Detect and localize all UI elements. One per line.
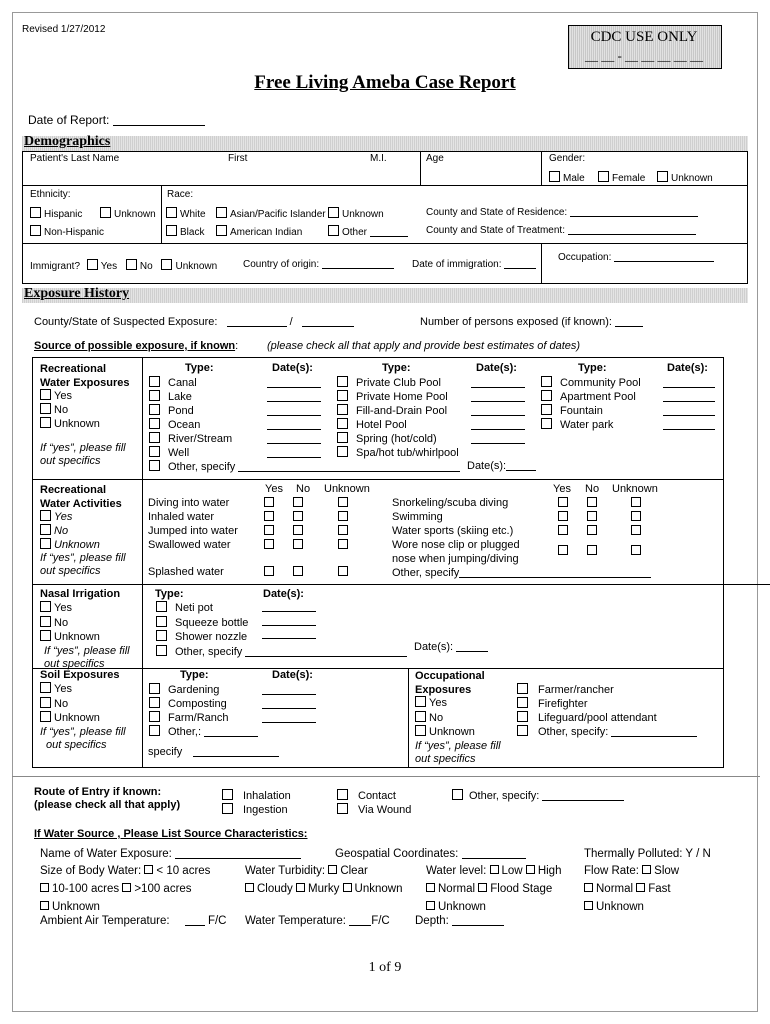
race-unknown[interactable]: Unknown — [328, 207, 384, 220]
noseclip-unknown[interactable] — [631, 545, 641, 558]
lake-option[interactable]: Lake — [149, 390, 460, 404]
margin-line — [12, 776, 760, 777]
act-right-no-col[interactable] — [587, 497, 597, 539]
water-level-row[interactable]: Water level: Low High — [426, 865, 562, 877]
first-name-label: First — [228, 153, 248, 164]
route-col1 — [222, 789, 291, 817]
margin-line — [724, 584, 770, 585]
occ-no[interactable]: No — [415, 711, 501, 726]
race-black[interactable]: Black — [166, 225, 204, 238]
ethnicity-non-hispanic[interactable]: Non-Hispanic — [30, 225, 104, 238]
flow-slow[interactable]: Flow Rate: Slow — [584, 865, 680, 877]
private-home-pool-option[interactable]: Private Home Pool — [337, 390, 459, 404]
dates-col2[interactable] — [471, 376, 525, 446]
thermally-polluted[interactable]: Thermally Polluted: Y / N — [584, 848, 711, 860]
date-of-immigration[interactable]: Date of immigration: — [412, 259, 536, 270]
last-name-label: Patient's Last Name — [30, 153, 120, 164]
spa-option[interactable]: Spa/hot tub/whirlpool — [337, 446, 459, 460]
level-unknown[interactable]: Unknown — [426, 901, 486, 913]
soil-types — [149, 683, 258, 739]
route-col2 — [337, 789, 411, 817]
soil-yn: Yes No Unknown If “yes”, please fill out specifics — [40, 683, 126, 751]
date-of-report-label: Date of Report: — [28, 113, 205, 127]
grid-divider — [142, 357, 143, 768]
exposure-bar — [22, 288, 748, 303]
soil-type-header: Type: — [180, 669, 209, 681]
neti-pot-option[interactable]: Neti pot — [156, 601, 407, 616]
nasal-title: Nasal Irrigation — [40, 588, 121, 600]
occupational-types — [517, 683, 697, 739]
page-number: 1 of 9 — [368, 960, 402, 975]
rec-water-col2 — [337, 376, 459, 460]
demographics-bar — [22, 136, 748, 151]
turbidity-options[interactable]: Cloudy Murky Unknown — [245, 883, 402, 895]
grid-divider — [408, 668, 409, 768]
size-options[interactable]: 10-100 acres >100 acres — [40, 883, 192, 895]
nasal-other-option[interactable]: Other, specify — [156, 645, 407, 660]
depth-field[interactable]: Depth: — [415, 915, 504, 927]
occupational-title: Occupational Exposures — [415, 670, 485, 696]
nasal-no[interactable]: No — [40, 616, 130, 631]
rec-water-if-yes: If “yes”, please fill out specifics — [40, 442, 126, 467]
contact-option[interactable]: Contact — [337, 789, 411, 803]
county-treatment[interactable]: County and State of Treatment: — [426, 225, 696, 236]
race-asian[interactable]: Asian/Pacific Islander — [216, 207, 326, 220]
act-yes-header: Yes — [265, 483, 283, 495]
soil-dates[interactable] — [262, 683, 316, 725]
act-left-unknown-col[interactable] — [338, 497, 348, 553]
grid-divider — [32, 584, 724, 585]
soil-other-option[interactable]: Other,: — [149, 725, 258, 739]
turbidity-clear[interactable]: Water Turbidity: Clear — [245, 865, 368, 877]
nasal-dates[interactable] — [262, 601, 316, 642]
demo-divider — [541, 151, 542, 185]
route-other-option[interactable]: Other, specify: — [452, 789, 624, 802]
noseclip-yes[interactable] — [558, 545, 568, 558]
air-temp-field[interactable]: Ambient Air Temperature: F/C — [40, 915, 227, 927]
mi-label: M.I. — [370, 153, 387, 164]
nasal-unknown[interactable]: Unknown — [40, 630, 130, 645]
rec-water-no[interactable]: No — [40, 403, 100, 417]
rec-activities-yes[interactable]: Yes — [40, 510, 126, 524]
shower-nozzle-option[interactable]: Shower nozzle — [156, 630, 407, 645]
rec-water-title: Recreational Water Exposures — [40, 363, 130, 389]
ethnicity-unknown[interactable]: Unknown — [100, 207, 156, 220]
apartment-pool-option[interactable]: Apartment Pool — [541, 390, 641, 404]
grid-divider — [32, 479, 724, 480]
number-persons-exposed[interactable]: Number of persons exposed (if known): — [420, 316, 643, 328]
occupational-yn: Yes No Unknown If “yes”, please fill out specifics — [415, 697, 501, 765]
ocean-option[interactable]: Ocean — [149, 418, 460, 432]
rec-activities-no[interactable]: No — [40, 524, 126, 538]
race-white[interactable]: White — [166, 207, 206, 220]
rec-activities-title: Recreational Water Activities — [40, 484, 122, 510]
occupation[interactable]: Occupation: — [558, 252, 714, 263]
water-temp-field[interactable]: Water Temperature: F/C — [245, 915, 390, 927]
race-label: Race: — [167, 189, 194, 200]
demo-divider — [22, 185, 748, 186]
exposure-title: Exposure History — [24, 286, 130, 301]
county-residence[interactable]: County and State of Residence: — [426, 207, 698, 218]
act-no-header: No — [296, 483, 311, 495]
squeeze-bottle-option[interactable]: Squeeze bottle — [156, 616, 407, 631]
type-header-2: Type: — [382, 362, 411, 374]
water-source-title: If Water Source , Please List Source Characteristics: — [34, 828, 308, 840]
soil-dates-header: Date(s): — [272, 669, 313, 681]
well-option[interactable]: Well — [149, 446, 460, 460]
race-american-indian[interactable]: American Indian — [216, 225, 302, 238]
gender-unknown[interactable]: Unknown — [657, 171, 713, 184]
form-title: Free Living Ameba Case Report — [254, 72, 516, 93]
splashed-unknown[interactable] — [338, 566, 348, 579]
occ-yes[interactable]: Yes — [415, 696, 501, 711]
rec-water-col3 — [541, 376, 641, 432]
rec-water-yn — [40, 389, 100, 431]
soil-specify[interactable]: specify — [148, 746, 279, 758]
firefighter-option[interactable]: Firefighter — [517, 697, 697, 711]
water-name-field[interactable]: Name of Water Exposure: — [40, 848, 301, 860]
nasal-type-header: Type: — [155, 588, 184, 600]
flow-unknown[interactable]: Unknown — [584, 901, 644, 913]
route-title: Route of Entry if known: (please check all that apply) — [34, 786, 181, 811]
community-pool-option[interactable]: Community Pool — [541, 376, 641, 390]
river-option[interactable]: River/Stream — [149, 432, 460, 446]
suspected-exposure[interactable]: County/State of Suspected Exposure: / — [34, 316, 354, 328]
dates-col1[interactable] — [267, 376, 321, 460]
dates-header-3: Date(s): — [667, 362, 708, 374]
source-note: (please check all that apply and provide best estimates of dates) — [267, 340, 581, 352]
geospatial-field[interactable]: Geospatial Coordinates: — [335, 848, 526, 860]
act-left-no-col[interactable] — [293, 497, 303, 553]
act-right-yes-col[interactable] — [558, 497, 568, 539]
farm-ranch-option[interactable]: Farm/Ranch — [149, 711, 258, 725]
immigrant-no-checkbox[interactable] — [126, 259, 137, 270]
fill-drain-pool-option[interactable]: Fill-and-Drain Pool — [337, 404, 459, 418]
soil-yes[interactable]: Yes — [40, 682, 126, 697]
age-label: Age — [426, 153, 444, 164]
immigrant-row: Immigrant? Yes No Unknown — [30, 261, 218, 272]
occ-unknown[interactable]: Unknown — [415, 725, 501, 740]
dates-col3[interactable] — [663, 376, 715, 432]
farmer-option[interactable]: Farmer/rancher — [517, 683, 697, 697]
dates-header-2: Date(s): — [476, 362, 517, 374]
demo-divider — [420, 151, 421, 185]
spring-option[interactable]: Spring (hot/cold) — [337, 432, 459, 446]
activities-right: Snorkeling/scuba diving Swimming Water sports (skiing etc.) Wore nose clip or plugged nose when jumping/diving Other, specify — [392, 496, 651, 580]
ingestion-option[interactable]: Ingestion — [222, 803, 291, 817]
fountain-option[interactable]: Fountain — [541, 404, 641, 418]
soil-unknown[interactable]: Unknown — [40, 711, 126, 726]
rec-water-unknown[interactable]: Unknown — [40, 417, 100, 431]
splashed-water-label: Splashed water — [148, 566, 224, 578]
nasal-dates-header: Date(s): — [263, 588, 304, 600]
splashed-yes[interactable] — [264, 566, 274, 579]
rec-activities-unknown[interactable]: Unknown — [40, 538, 126, 552]
act-left-yes-col[interactable] — [264, 497, 274, 553]
race-other[interactable]: Other — [328, 225, 408, 238]
grid-divider — [32, 668, 724, 669]
rec-activities-yn: Yes No Unknown If “yes”, please fill out specifics — [40, 511, 126, 577]
act-right-unknown-col[interactable] — [631, 497, 641, 539]
gender-male[interactable]: Male — [549, 171, 585, 184]
act-unknown-header: Unknown — [324, 483, 370, 495]
occ-other-option[interactable]: Other, specify: — [517, 725, 697, 739]
gardening-option[interactable]: Gardening — [149, 683, 258, 697]
gender-label: Gender: — [549, 153, 586, 164]
rec-water-yes[interactable]: Yes — [40, 389, 100, 403]
soil-no[interactable]: No — [40, 697, 126, 712]
cdc-code: __ __ - __ __ __ __ __ — [584, 48, 704, 63]
nasal-yn: Yes No Unknown If “yes”, please fill out specifics — [40, 601, 130, 672]
immigrant-unknown-checkbox[interactable] — [161, 259, 172, 270]
act-no-header-2: No — [585, 483, 600, 495]
composting-option[interactable]: Composting — [149, 697, 258, 711]
demo-divider — [161, 185, 162, 243]
water-park-option[interactable]: Water park — [541, 418, 641, 432]
inhalation-option[interactable]: Inhalation — [222, 789, 291, 803]
nasal-yes[interactable]: Yes — [40, 601, 130, 616]
noseclip-no[interactable] — [587, 545, 597, 558]
source-exposure-label: Source of possible exposure, if known: — [34, 340, 239, 352]
splashed-no[interactable] — [293, 566, 303, 579]
hotel-pool-option[interactable]: Hotel Pool — [337, 418, 459, 432]
demo-divider — [22, 243, 748, 244]
soil-title: Soil Exposures — [40, 669, 120, 681]
size-unknown[interactable]: Unknown — [40, 901, 100, 913]
demographics-title: Demographics — [24, 134, 111, 149]
country-of-origin[interactable]: Country of origin: — [243, 259, 394, 270]
private-club-pool-option[interactable]: Private Club Pool — [337, 376, 459, 390]
dates-header-1: Date(s): — [272, 362, 313, 374]
act-yes-header-2: Yes — [553, 483, 571, 495]
ethnicity-hispanic[interactable]: Hispanic — [30, 207, 82, 220]
lifeguard-option[interactable]: Lifeguard/pool attendant — [517, 711, 697, 725]
demo-divider — [541, 243, 542, 284]
act-unknown-header-2: Unknown — [612, 483, 658, 495]
cdc-title: CDC USE ONLY — [590, 29, 698, 45]
type-header-1: Type: — [185, 362, 214, 374]
ethnicity-label: Ethnicity: — [30, 189, 71, 200]
canal-option[interactable]: Canal — [149, 376, 460, 390]
date-of-report-field[interactable] — [113, 125, 205, 126]
type-header-3: Type: — [578, 362, 607, 374]
pond-option[interactable]: Pond — [149, 404, 460, 418]
nasal-other-dates[interactable]: Date(s): — [414, 641, 488, 653]
immigrant-yes-checkbox[interactable] — [87, 259, 98, 270]
gender-female[interactable]: Female — [598, 171, 645, 184]
level-options[interactable]: Normal Flood Stage — [426, 883, 552, 895]
other-specify-option[interactable]: Other, specify — [149, 460, 460, 474]
size-lt10[interactable]: Size of Body Water: < 10 acres — [40, 865, 211, 877]
via-wound-option[interactable]: Via Wound — [337, 803, 411, 817]
flow-options[interactable]: Normal Fast — [584, 883, 671, 895]
activities-left: Diving into water Inhaled water Jumped into water Swallowed water — [148, 497, 238, 551]
other-dates[interactable]: Date(s): — [467, 460, 536, 472]
revised-date: Revised 1/27/2012 — [22, 24, 106, 35]
